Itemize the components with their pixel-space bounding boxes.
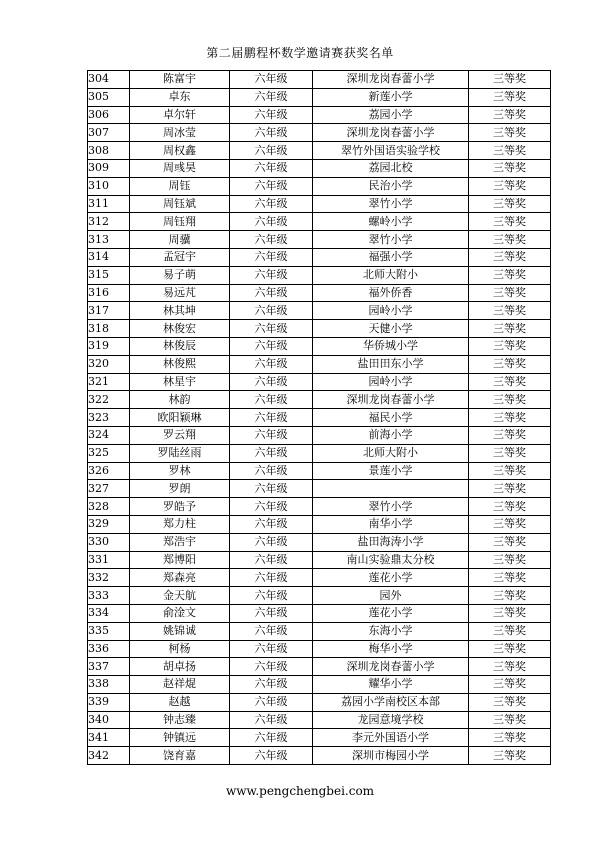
table-row <box>88 373 551 391</box>
cell-award: 三等奖 <box>469 444 551 462</box>
table-row <box>88 587 551 605</box>
cell-student-name: 钟镇远 <box>130 729 230 747</box>
cell-school: 盐田海涛小学 <box>313 533 469 551</box>
cell-number: 306 <box>88 106 130 124</box>
cell-school: 深圳龙岗春蕾小学 <box>313 124 469 142</box>
cell-number: 314 <box>88 248 130 266</box>
cell-number: 341 <box>88 729 130 747</box>
cell-student-name: 俞淦文 <box>130 604 230 622</box>
cell-school: 深圳龙岗春蕾小学 <box>313 391 469 409</box>
cell-school: 翠竹小学 <box>313 231 469 249</box>
awards-table <box>87 70 551 765</box>
table-row <box>88 88 551 106</box>
table-row <box>88 533 551 551</box>
table-row <box>88 711 551 729</box>
cell-student-name: 罗云翔 <box>130 426 230 444</box>
cell-school: 园岭小学 <box>313 302 469 320</box>
cell-student-name: 周冰莹 <box>130 124 230 142</box>
cell-grade: 六年级 <box>230 551 313 569</box>
cell-grade: 六年级 <box>230 159 313 177</box>
cell-school: 翠竹小学 <box>313 498 469 516</box>
cell-award: 三等奖 <box>469 426 551 444</box>
cell-grade: 六年级 <box>230 71 313 89</box>
table-row <box>88 569 551 587</box>
cell-student-name: 孟冠宇 <box>130 248 230 266</box>
cell-number: 319 <box>88 337 130 355</box>
cell-student-name: 郑森亮 <box>130 569 230 587</box>
cell-number: 305 <box>88 88 130 106</box>
table-row <box>88 551 551 569</box>
cell-school: 景莲小学 <box>313 462 469 480</box>
cell-school: 新莲小学 <box>313 88 469 106</box>
cell-school: 深圳龙岗春蕾小学 <box>313 71 469 89</box>
awards-table-body <box>88 71 551 765</box>
cell-student-name: 林俊熙 <box>130 355 230 373</box>
cell-grade: 六年级 <box>230 195 313 213</box>
cell-grade: 六年级 <box>230 248 313 266</box>
cell-grade: 六年级 <box>230 587 313 605</box>
cell-number: 334 <box>88 604 130 622</box>
cell-grade: 六年级 <box>230 426 313 444</box>
cell-number: 315 <box>88 266 130 284</box>
cell-award: 三等奖 <box>469 373 551 391</box>
cell-school: 李元外国语小学 <box>313 729 469 747</box>
cell-number: 307 <box>88 124 130 142</box>
cell-number: 328 <box>88 498 130 516</box>
cell-number: 311 <box>88 195 130 213</box>
cell-student-name: 胡卓扬 <box>130 658 230 676</box>
cell-grade: 六年级 <box>230 569 313 587</box>
cell-award: 三等奖 <box>469 266 551 284</box>
cell-grade: 六年级 <box>230 124 313 142</box>
cell-award: 三等奖 <box>469 462 551 480</box>
cell-school: 天健小学 <box>313 320 469 338</box>
cell-student-name: 金天航 <box>130 587 230 605</box>
table-row <box>88 248 551 266</box>
cell-student-name: 卓尔轩 <box>130 106 230 124</box>
cell-grade: 六年级 <box>230 142 313 160</box>
cell-award: 三等奖 <box>469 106 551 124</box>
cell-student-name: 卓东 <box>130 88 230 106</box>
table-row <box>88 622 551 640</box>
table-row <box>88 462 551 480</box>
cell-student-name: 林俊辰 <box>130 337 230 355</box>
cell-award: 三等奖 <box>469 159 551 177</box>
cell-award: 三等奖 <box>469 337 551 355</box>
cell-number: 308 <box>88 142 130 160</box>
cell-school: 北师大附小 <box>313 444 469 462</box>
cell-number: 342 <box>88 747 130 765</box>
cell-grade: 六年级 <box>230 106 313 124</box>
cell-school: 莲花小学 <box>313 569 469 587</box>
cell-award: 三等奖 <box>469 177 551 195</box>
cell-school: 荔园小学南校区本部 <box>313 693 469 711</box>
cell-school: 螺岭小学 <box>313 213 469 231</box>
cell-grade: 六年级 <box>230 515 313 533</box>
cell-grade: 六年级 <box>230 711 313 729</box>
cell-student-name: 林俊宏 <box>130 320 230 338</box>
table-row <box>88 355 551 373</box>
cell-grade: 六年级 <box>230 284 313 302</box>
cell-student-name: 饶育嘉 <box>130 747 230 765</box>
cell-number: 330 <box>88 533 130 551</box>
cell-number: 324 <box>88 426 130 444</box>
cell-award: 三等奖 <box>469 658 551 676</box>
cell-award: 三等奖 <box>469 142 551 160</box>
cell-award: 三等奖 <box>469 355 551 373</box>
cell-school <box>313 480 469 498</box>
cell-number: 322 <box>88 391 130 409</box>
cell-school: 龙园意境学校 <box>313 711 469 729</box>
cell-award: 三等奖 <box>469 409 551 427</box>
cell-grade: 六年级 <box>230 355 313 373</box>
cell-student-name: 罗皓予 <box>130 498 230 516</box>
cell-student-name: 周骥 <box>130 231 230 249</box>
cell-award: 三等奖 <box>469 533 551 551</box>
cell-student-name: 柯杨 <box>130 640 230 658</box>
cell-school: 福外侨香 <box>313 284 469 302</box>
table-row <box>88 302 551 320</box>
cell-number: 321 <box>88 373 130 391</box>
cell-grade: 六年级 <box>230 729 313 747</box>
cell-number: 335 <box>88 622 130 640</box>
cell-number: 329 <box>88 515 130 533</box>
cell-student-name: 欧阳颖琳 <box>130 409 230 427</box>
cell-number: 323 <box>88 409 130 427</box>
cell-award: 三等奖 <box>469 231 551 249</box>
cell-grade: 六年级 <box>230 177 313 195</box>
cell-number: 317 <box>88 302 130 320</box>
cell-number: 338 <box>88 676 130 694</box>
cell-award: 三等奖 <box>469 604 551 622</box>
cell-student-name: 林其坤 <box>130 302 230 320</box>
cell-grade: 六年级 <box>230 640 313 658</box>
cell-student-name: 郑博阳 <box>130 551 230 569</box>
table-row <box>88 337 551 355</box>
table-row <box>88 658 551 676</box>
cell-award: 三等奖 <box>469 391 551 409</box>
cell-number: 326 <box>88 462 130 480</box>
cell-number: 339 <box>88 693 130 711</box>
cell-grade: 六年级 <box>230 391 313 409</box>
table-row <box>88 729 551 747</box>
cell-grade: 六年级 <box>230 693 313 711</box>
cell-number: 325 <box>88 444 130 462</box>
cell-grade: 六年级 <box>230 604 313 622</box>
table-row <box>88 515 551 533</box>
table-row <box>88 177 551 195</box>
cell-grade: 六年级 <box>230 337 313 355</box>
cell-number: 320 <box>88 355 130 373</box>
cell-award: 三等奖 <box>469 248 551 266</box>
cell-number: 309 <box>88 159 130 177</box>
footer-website-url[interactable]: www.pengchengbei.com <box>225 784 375 798</box>
cell-grade: 六年级 <box>230 658 313 676</box>
cell-grade: 六年级 <box>230 533 313 551</box>
cell-award: 三等奖 <box>469 569 551 587</box>
cell-school: 荔园北校 <box>313 159 469 177</box>
cell-student-name: 赵越 <box>130 693 230 711</box>
cell-number: 327 <box>88 480 130 498</box>
table-row <box>88 231 551 249</box>
table-row <box>88 266 551 284</box>
table-row <box>88 159 551 177</box>
cell-school: 北师大附小 <box>313 266 469 284</box>
cell-grade: 六年级 <box>230 462 313 480</box>
cell-grade: 六年级 <box>230 231 313 249</box>
table-row <box>88 284 551 302</box>
cell-student-name: 周钰斌 <box>130 195 230 213</box>
cell-student-name: 陈富宇 <box>130 71 230 89</box>
table-row <box>88 498 551 516</box>
cell-award: 三等奖 <box>469 551 551 569</box>
table-row <box>88 604 551 622</box>
table-row <box>88 480 551 498</box>
cell-grade: 六年级 <box>230 373 313 391</box>
table-row <box>88 320 551 338</box>
cell-award: 三等奖 <box>469 587 551 605</box>
table-row <box>88 676 551 694</box>
cell-school: 翠竹外国语实验学校 <box>313 142 469 160</box>
cell-award: 三等奖 <box>469 747 551 765</box>
cell-grade: 六年级 <box>230 213 313 231</box>
cell-student-name: 罗林 <box>130 462 230 480</box>
cell-grade: 六年级 <box>230 676 313 694</box>
cell-grade: 六年级 <box>230 302 313 320</box>
cell-award: 三等奖 <box>469 213 551 231</box>
cell-student-name: 周彧昊 <box>130 159 230 177</box>
table-row <box>88 426 551 444</box>
cell-school: 南山实验鼎太分校 <box>313 551 469 569</box>
cell-student-name: 罗朗 <box>130 480 230 498</box>
cell-school: 深圳市梅园小学 <box>313 747 469 765</box>
cell-school: 前海小学 <box>313 426 469 444</box>
cell-school: 梅华小学 <box>313 640 469 658</box>
table-row <box>88 747 551 765</box>
cell-student-name: 易远芃 <box>130 284 230 302</box>
cell-number: 313 <box>88 231 130 249</box>
cell-student-name: 郑力柱 <box>130 515 230 533</box>
table-row <box>88 106 551 124</box>
cell-award: 三等奖 <box>469 284 551 302</box>
cell-grade: 六年级 <box>230 444 313 462</box>
cell-number: 337 <box>88 658 130 676</box>
cell-school: 东海小学 <box>313 622 469 640</box>
cell-grade: 六年级 <box>230 480 313 498</box>
cell-number: 332 <box>88 569 130 587</box>
cell-student-name: 易子萌 <box>130 266 230 284</box>
cell-school: 福民小学 <box>313 409 469 427</box>
cell-grade: 六年级 <box>230 266 313 284</box>
page-title: 第二届鹏程杯数学邀请赛获奖名单 <box>206 46 394 60</box>
cell-student-name: 周权鑫 <box>130 142 230 160</box>
cell-award: 三等奖 <box>469 515 551 533</box>
table-row <box>88 213 551 231</box>
cell-grade: 六年级 <box>230 622 313 640</box>
table-row <box>88 124 551 142</box>
cell-school: 民治小学 <box>313 177 469 195</box>
cell-number: 310 <box>88 177 130 195</box>
cell-student-name: 郑浩宇 <box>130 533 230 551</box>
cell-award: 三等奖 <box>469 320 551 338</box>
cell-award: 三等奖 <box>469 711 551 729</box>
table-row <box>88 391 551 409</box>
cell-number: 331 <box>88 551 130 569</box>
cell-number: 304 <box>88 71 130 89</box>
cell-number: 316 <box>88 284 130 302</box>
cell-school: 福强小学 <box>313 248 469 266</box>
cell-school: 盐田田东小学 <box>313 355 469 373</box>
cell-award: 三等奖 <box>469 195 551 213</box>
cell-student-name: 罗陆丝雨 <box>130 444 230 462</box>
cell-student-name: 赵祥焜 <box>130 676 230 694</box>
cell-student-name: 林星宇 <box>130 373 230 391</box>
cell-school: 翠竹小学 <box>313 195 469 213</box>
cell-school: 深圳龙岗春蕾小学 <box>313 658 469 676</box>
cell-student-name: 周钰翔 <box>130 213 230 231</box>
cell-award: 三等奖 <box>469 124 551 142</box>
cell-school: 耀华小学 <box>313 676 469 694</box>
cell-award: 三等奖 <box>469 498 551 516</box>
table-row <box>88 195 551 213</box>
cell-number: 318 <box>88 320 130 338</box>
cell-number: 336 <box>88 640 130 658</box>
table-row <box>88 409 551 427</box>
cell-number: 312 <box>88 213 130 231</box>
table-row <box>88 71 551 89</box>
cell-award: 三等奖 <box>469 622 551 640</box>
cell-grade: 六年级 <box>230 747 313 765</box>
cell-student-name: 姚锦诚 <box>130 622 230 640</box>
cell-award: 三等奖 <box>469 640 551 658</box>
cell-school: 园岭小学 <box>313 373 469 391</box>
cell-award: 三等奖 <box>469 302 551 320</box>
cell-grade: 六年级 <box>230 409 313 427</box>
cell-award: 三等奖 <box>469 693 551 711</box>
cell-award: 三等奖 <box>469 71 551 89</box>
cell-number: 340 <box>88 711 130 729</box>
table-row <box>88 444 551 462</box>
cell-award: 三等奖 <box>469 88 551 106</box>
cell-school: 莲花小学 <box>313 604 469 622</box>
cell-school: 园外 <box>313 587 469 605</box>
cell-grade: 六年级 <box>230 498 313 516</box>
cell-award: 三等奖 <box>469 729 551 747</box>
table-row <box>88 693 551 711</box>
cell-school: 华侨城小学 <box>313 337 469 355</box>
cell-school: 荔园小学 <box>313 106 469 124</box>
cell-school: 南华小学 <box>313 515 469 533</box>
cell-number: 333 <box>88 587 130 605</box>
cell-award: 三等奖 <box>469 676 551 694</box>
cell-award: 三等奖 <box>469 480 551 498</box>
table-row <box>88 640 551 658</box>
cell-student-name: 钟志臻 <box>130 711 230 729</box>
cell-student-name: 周钰 <box>130 177 230 195</box>
cell-grade: 六年级 <box>230 88 313 106</box>
cell-grade: 六年级 <box>230 320 313 338</box>
cell-student-name: 林韵 <box>130 391 230 409</box>
table-row <box>88 142 551 160</box>
